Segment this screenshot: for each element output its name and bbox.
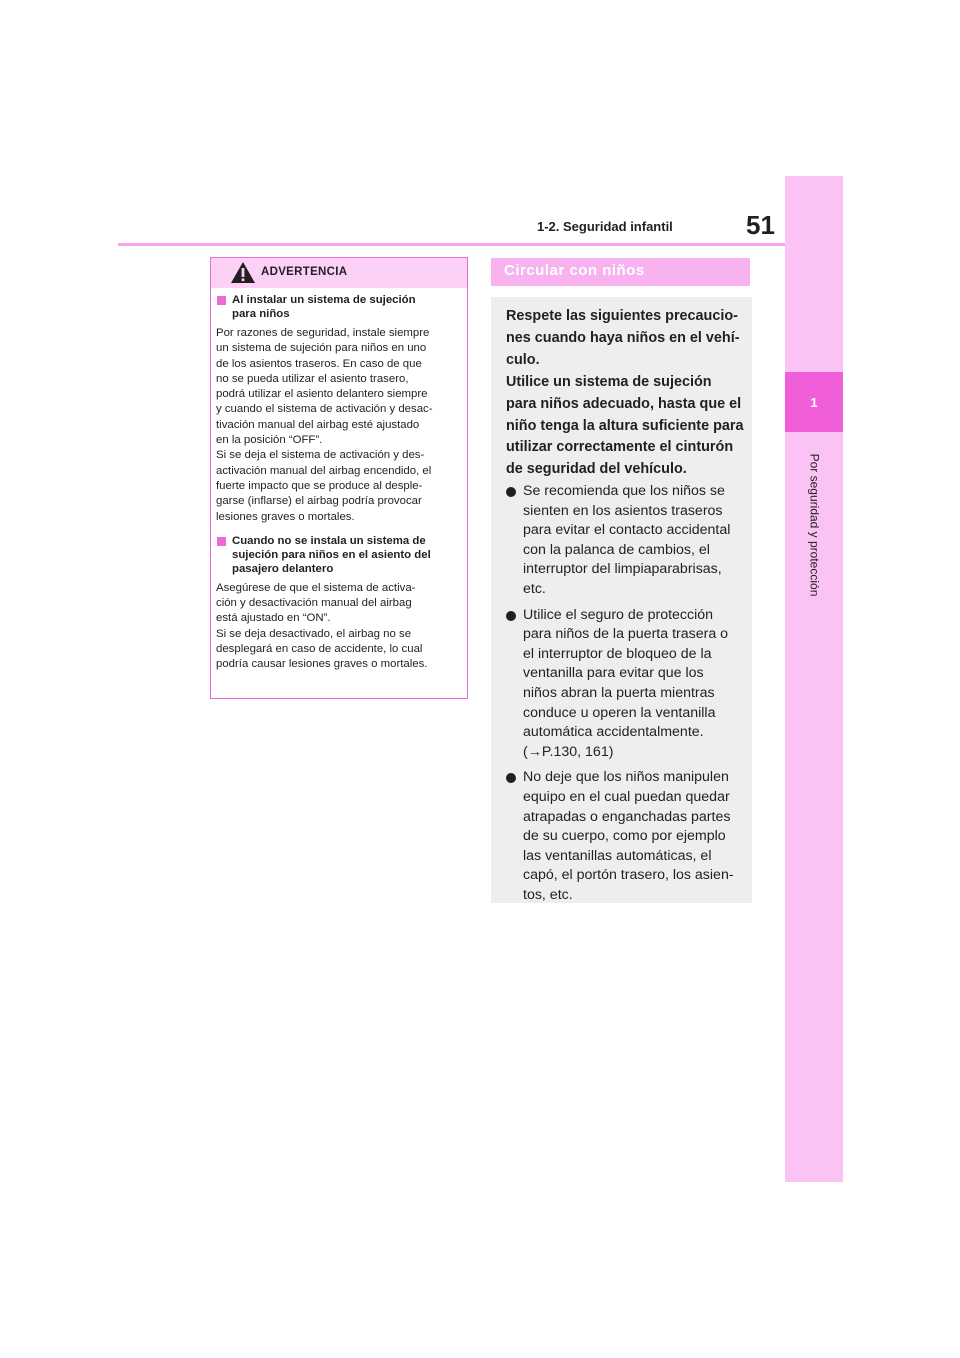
- list-item: [503, 482, 748, 600]
- warning-item-body: Por razones de seguridad, instale siempre un sistema de sujeción para niños en uno de los asientos traseros. En caso de que no se pueda utilizar el asiento trasero, podrá utilizar el asiento delantero siempre y cuando el sistema de activación y desac- tivación manual del airbag esté ajustado en la posición “OFF”. Si se deja el sistema de activación y des- activación manual del airbag encendido, el fuerte impacto que se produce al desple- garse (inflarse) el airbag podría provocar lesiones graves o mortales.: [216, 327, 433, 523]
- warning-box: [210, 257, 468, 699]
- list-item-text: Se recomienda que los niños se sienten en los asientos traseros para evitar el contacto accidental con la palanca de cambios, el interruptor del limpiaparabrisas, etc.: [523, 483, 731, 597]
- list-item-text: No deje que los niños manipulen equipo en el cual puedan quedar atrapadas o enganchadas partes de su cuerpo, como por ejemplo las ventanillas automáticas, el capó, el portón trasero, los asien- tos, etc.: [523, 769, 734, 903]
- section-header: 1-2. Seguridad infantil: [537, 219, 673, 234]
- bullet-dot-icon: [506, 773, 516, 783]
- side-tab-number-text: 1: [810, 394, 818, 410]
- warning-item-heading: [216, 293, 461, 321]
- list-item: [503, 768, 748, 905]
- square-bullet-icon: [217, 296, 226, 305]
- section-title-bar: [491, 258, 750, 286]
- side-tab-label: [767, 440, 861, 610]
- info-panel: [491, 297, 752, 903]
- warning-content: [211, 288, 467, 673]
- side-tab: [785, 176, 843, 1182]
- warning-item-heading-text: Cuando no se instala un sistema de sujeción para niños en el asiento del pasajero delantero: [232, 534, 431, 575]
- side-tab-label-text: Por seguridad y protección: [807, 453, 821, 597]
- list-item: [503, 606, 748, 763]
- bullet-dot-icon: [506, 611, 516, 621]
- square-bullet-icon: [217, 537, 226, 546]
- warning-item-heading-text: Al instalar un sistema de sujeción para niños: [232, 294, 416, 320]
- warning-title: ADVERTENCIA: [261, 266, 348, 278]
- warning-triangle-icon: [230, 261, 256, 284]
- warning-header: [211, 258, 467, 288]
- side-tab-number: [785, 372, 843, 432]
- section-title: Circular con niños: [504, 262, 645, 279]
- page-number: 51: [746, 210, 775, 240]
- warning-item-body: Asegúrese de que el sistema de activa- ción y desactivación manual del airbag está ajustado en “ON”. Si se deja desactivado, el airbag no se desplegará en caso de accidente, lo cual podría causar lesiones graves o mortales.: [216, 581, 428, 671]
- header-rule: [118, 243, 785, 246]
- list-item-text: Utilice el seguro de protección para niños de la puerta trasera o el interruptor de bloqueo de la ventanilla para evitar que los niños abran la puerta mientras conduce u operen la ventanilla automática accidentalmente. (→P.130, 161): [523, 606, 729, 760]
- warning-item-heading: [216, 534, 461, 576]
- bullet-dot-icon: [506, 487, 516, 497]
- bullet-list: [503, 482, 748, 911]
- intro-text: Respete las siguientes precaucio- nes cuando haya niños en el vehí- culo. Utilice un sistema de sujeción para niños adecuado, hasta que el niño tenga la altura suficiente para utilizar correctamente el cinturón de seguridad del vehículo.: [506, 308, 744, 478]
